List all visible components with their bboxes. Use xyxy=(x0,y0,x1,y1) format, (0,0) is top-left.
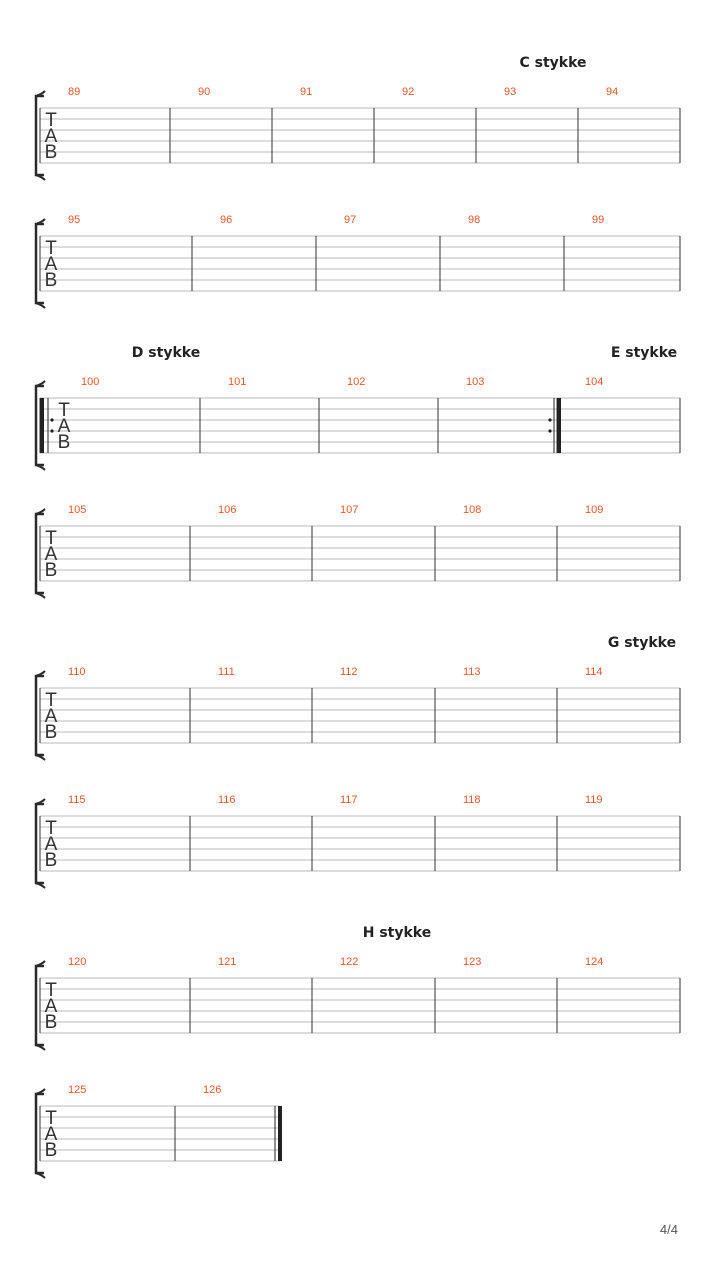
measure-number: 113 xyxy=(463,666,481,678)
measure-number: 108 xyxy=(463,504,482,516)
tab-clef-letter: T xyxy=(45,528,57,549)
tab-clef-letter: B xyxy=(44,722,58,743)
tab-clef-letter: B xyxy=(44,142,58,163)
measure-number: 90 xyxy=(198,86,211,98)
page-number: 4/4 xyxy=(659,1222,678,1237)
tab-clef-letter: B xyxy=(44,1012,58,1033)
tab-clef-letter: B xyxy=(44,850,58,871)
tab-clef-letter: T xyxy=(45,110,57,131)
measure-number: 101 xyxy=(228,376,247,388)
tab-clef-letter: B xyxy=(44,560,58,581)
tab-clef-letter: T xyxy=(58,400,70,421)
tab-clef-letter: A xyxy=(44,996,58,1017)
measure-number: 107 xyxy=(340,504,359,516)
measure-number: 116 xyxy=(218,794,236,806)
measure-number: 103 xyxy=(466,376,485,388)
measure-number: 94 xyxy=(606,86,619,98)
repeat-dot xyxy=(548,429,551,432)
measure-number: 125 xyxy=(68,1084,87,1096)
repeat-end-thick-bar xyxy=(557,398,561,453)
repeat-start-thick-bar xyxy=(40,398,44,453)
measure-number: 97 xyxy=(344,214,357,226)
measure-number: 91 xyxy=(300,86,313,98)
final-thick-bar xyxy=(278,1106,282,1161)
measure-number: 117 xyxy=(340,794,358,806)
measure-number: 124 xyxy=(585,956,604,968)
section-label: H stykke xyxy=(362,925,432,941)
tab-clef-letter: B xyxy=(44,1140,58,1161)
tab-clef-letter: T xyxy=(45,1108,57,1129)
tab-clef-letter: A xyxy=(44,706,58,727)
section-label: G stykke xyxy=(607,635,677,651)
repeat-dot xyxy=(50,418,53,421)
measure-number: 123 xyxy=(463,956,482,968)
repeat-dot xyxy=(548,418,551,421)
measure-number: 99 xyxy=(592,214,605,226)
measure-number: 93 xyxy=(504,86,517,98)
section-label: E stykke xyxy=(610,345,678,361)
tab-clef-letter: B xyxy=(44,270,58,291)
measure-number: 95 xyxy=(68,214,81,226)
measure-number: 105 xyxy=(68,504,87,516)
measure-number: 126 xyxy=(203,1084,222,1096)
measure-number: 102 xyxy=(347,376,366,388)
measure-number: 96 xyxy=(220,214,233,226)
tab-clef-letter: A xyxy=(44,834,58,855)
tab-clef-letter: B xyxy=(57,432,71,453)
tab-clef-letter: A xyxy=(44,254,58,275)
measure-number: 104 xyxy=(585,376,604,388)
tab-clef-letter: A xyxy=(57,416,71,437)
measure-number: 118 xyxy=(463,794,481,806)
measure-number: 98 xyxy=(468,214,481,226)
section-label: D stykke xyxy=(131,345,201,361)
measure-number: 111 xyxy=(218,666,235,678)
measure-number: 109 xyxy=(585,504,604,516)
tab-clef-letter: T xyxy=(45,690,57,711)
section-label: C stykke xyxy=(519,55,587,71)
measure-number: 122 xyxy=(340,956,359,968)
measure-number: 112 xyxy=(340,666,358,678)
measure-number: 114 xyxy=(585,666,603,678)
tab-clef-letter: A xyxy=(44,544,58,565)
measure-number: 115 xyxy=(68,794,86,806)
tab-clef-letter: T xyxy=(45,818,57,839)
measure-number: 106 xyxy=(218,504,237,516)
tab-clef-letter: A xyxy=(44,126,58,147)
measure-number: 120 xyxy=(68,956,87,968)
measure-number: 100 xyxy=(81,376,100,388)
tab-clef-letter: T xyxy=(45,238,57,259)
measure-number: 92 xyxy=(402,86,415,98)
measure-number: 110 xyxy=(68,666,86,678)
repeat-dot xyxy=(50,429,53,432)
tab-clef-letter: T xyxy=(45,980,57,1001)
tab-clef-letter: A xyxy=(44,1124,58,1145)
measure-number: 119 xyxy=(585,794,603,806)
measure-number: 89 xyxy=(68,86,81,98)
measure-number: 121 xyxy=(218,956,237,968)
